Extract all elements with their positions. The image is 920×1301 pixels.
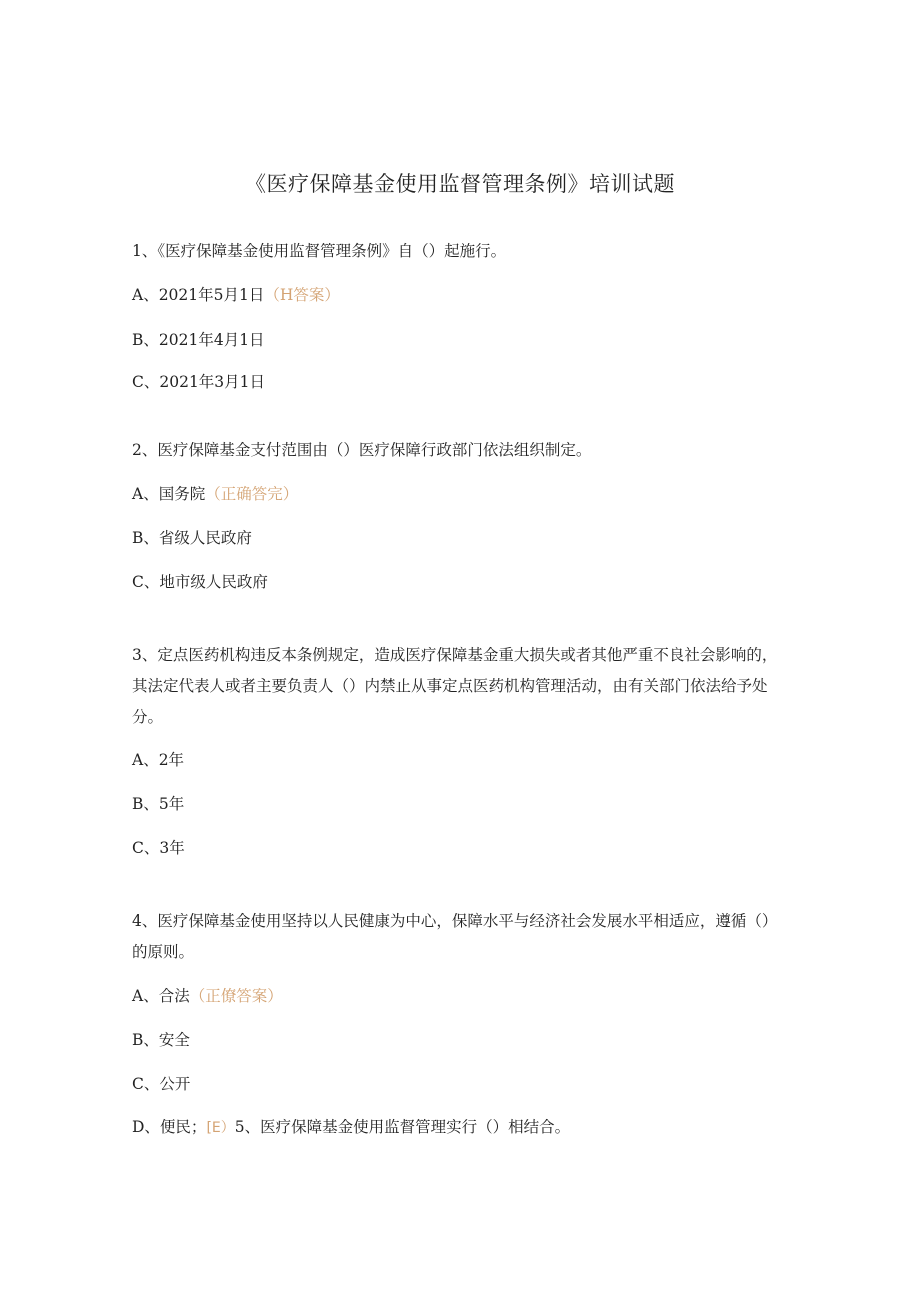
option-text: A、国务院: [132, 485, 206, 503]
question-3-option-c: C、3年: [132, 839, 185, 857]
question-4-option-a: [132, 985, 283, 1007]
option-text: A、2021年5月1日: [132, 286, 265, 304]
question-3-option-b: B、5年: [132, 795, 185, 813]
question-2-option-c: C、地市级人民政府: [132, 573, 268, 591]
question-4-option-c: C、公开: [132, 1075, 191, 1093]
option-text: D、便民；: [132, 1118, 207, 1136]
question-1-stem: 1、《医疗保障基金使用监督管理条例》自（）起施行。: [132, 242, 507, 260]
question-1-option-c: C、2021年3月1日: [132, 373, 266, 391]
question-5-stem: 5、医疗保障基金使用监督管理实行（）相结合。: [234, 1118, 571, 1136]
option-text: A、合法: [132, 987, 190, 1005]
question-1-option-b: B、2021年4月1日: [132, 331, 265, 349]
question-1-option-a: [132, 284, 340, 306]
question-4-option-b: B、安全: [132, 1031, 190, 1049]
answer-marker: （正僚答案）: [189, 987, 283, 1005]
question-3-option-a: A、2年: [132, 751, 185, 769]
question-2-stem: 2、医疗保障基金支付范围由（）医疗保障行政部门依法组织制定。: [132, 441, 592, 459]
answer-marker: （正确答完）: [205, 485, 299, 503]
question-4-option-d: [132, 1116, 570, 1139]
question-4-stem: 4、医疗保障基金使用坚持以人民健康为中心，保障水平与经济社会发展水平相适应，遵循（）的原则。: [132, 912, 778, 961]
answer-marker: （H答案）: [264, 286, 340, 304]
document-title: 《医疗保障基金使用监督管理条例》培训试题: [245, 172, 675, 196]
question-2-option-a: [132, 483, 298, 505]
answer-marker: [E）: [206, 1120, 235, 1136]
question-3-stem: 3、定点医药机构违反本条例规定，造成医疗保障基金重大损失或者其他严重不良社会影响的，其法定代表人或者主要负责人（）内禁止从事定点医药机构管理活动，由有关部门依法给予处分。: [132, 646, 778, 726]
question-2-option-b: B、省级人民政府: [132, 529, 252, 547]
